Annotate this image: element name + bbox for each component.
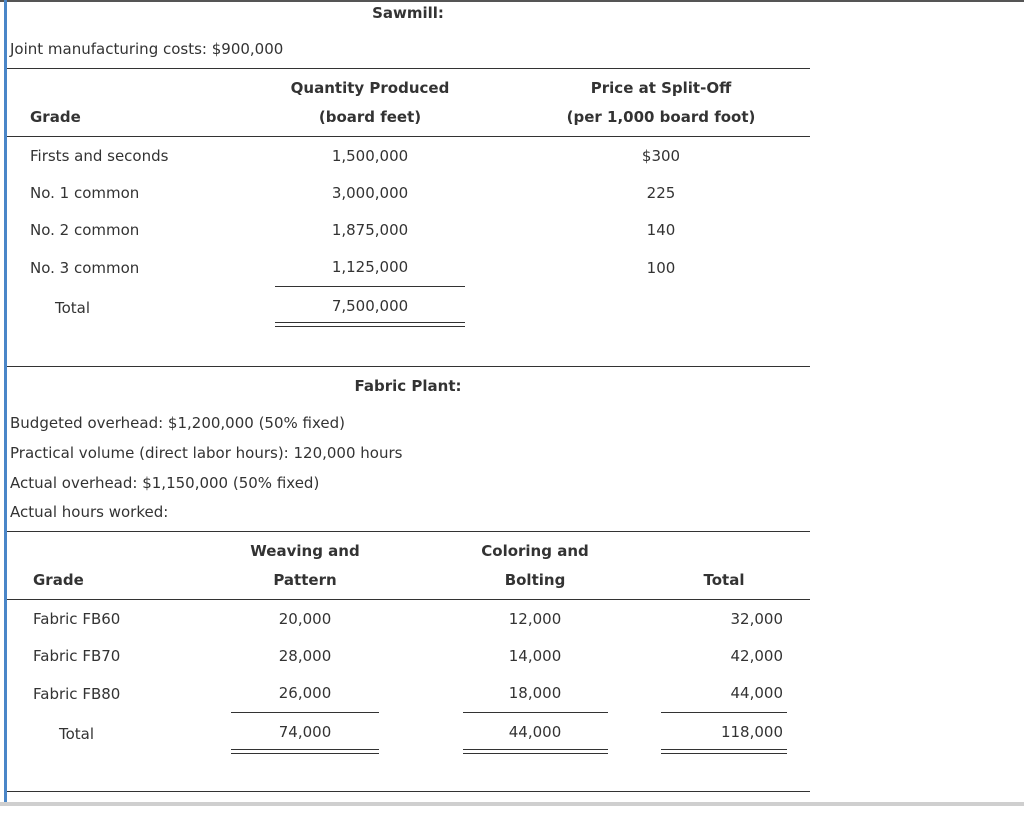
coloring-double-rule-bottom — [463, 753, 608, 754]
price-header-line2: (per 1,000 board foot) — [566, 108, 756, 126]
fabric-row-total: 32,000 — [730, 610, 783, 628]
weaving-double-rule-top — [231, 749, 379, 750]
fabric-row-grade: Fabric FB60 — [33, 610, 121, 628]
fabric-header-top-rule — [7, 531, 810, 532]
section-divider-rule — [7, 366, 810, 367]
fabric-row-weaving: 26,000 — [278, 684, 332, 702]
sawmill-row-grade: No. 3 common — [30, 259, 140, 277]
weaving-header-line1: Weaving and — [250, 542, 360, 560]
actual-hours-text: Actual hours worked: — [10, 503, 169, 521]
coloring-header-line2: Bolting — [504, 571, 566, 589]
sawmill-total-qty: 7,500,000 — [331, 297, 409, 315]
price-header-line1: Price at Split-Off — [590, 79, 732, 97]
sawmill-header-top-rule — [7, 68, 810, 69]
sawmill-row-price: 225 — [646, 184, 676, 202]
fabric-total-coloring: 44,000 — [508, 723, 562, 741]
fabric-total-total: 118,000 — [720, 723, 783, 741]
fabric-row-coloring: 14,000 — [508, 647, 562, 665]
coloring-subtotal-rule — [463, 712, 608, 713]
fabric-grade-header: Grade — [33, 571, 84, 589]
weaving-double-rule-bottom — [231, 753, 379, 754]
weaving-subtotal-rule — [231, 712, 379, 713]
sawmill-header-bottom-rule — [7, 136, 810, 137]
sawmill-row-price: $300 — [641, 147, 681, 165]
total-double-rule-bottom — [661, 753, 787, 754]
sawmill-title: Sawmill: — [372, 4, 444, 22]
budgeted-overhead-text: Budgeted overhead: $1,200,000 (50% fixed) — [10, 414, 346, 432]
sawmill-total-label: Total — [55, 299, 91, 317]
sawmill-subtotal-rule — [275, 286, 465, 287]
sawmill-grade-header: Grade — [30, 108, 81, 126]
coloring-double-rule-top — [463, 749, 608, 750]
fabric-row-coloring: 12,000 — [508, 610, 562, 628]
total-double-rule-top — [661, 749, 787, 750]
fabric-row-grade: Fabric FB80 — [33, 685, 121, 703]
sawmill-row-grade: Firsts and seconds — [30, 147, 169, 165]
practical-volume-text: Practical volume (direct labor hours): 120,000 hours — [10, 444, 403, 462]
fabric-table-bottom-rule — [7, 791, 810, 792]
sawmill-row-qty: 1,875,000 — [331, 221, 409, 239]
sawmill-row-qty: 1,500,000 — [331, 147, 409, 165]
coloring-header-line1: Coloring and — [481, 542, 589, 560]
sawmill-total-double-rule-top — [275, 322, 465, 323]
weaving-header-line2: Pattern — [273, 571, 337, 589]
fabric-row-weaving: 28,000 — [278, 647, 332, 665]
sawmill-row-grade: No. 2 common — [30, 221, 140, 239]
fabric-row-weaving: 20,000 — [278, 610, 332, 628]
fabric-total-header: Total — [703, 571, 745, 589]
sawmill-row-price: 100 — [646, 259, 676, 277]
left-accent-bar — [4, 0, 7, 804]
sawmill-row-grade: No. 1 common — [30, 184, 140, 202]
fabric-row-total: 42,000 — [730, 647, 783, 665]
joint-costs-text: Joint manufacturing costs: $900,000 — [10, 40, 284, 58]
qty-header-line1: Quantity Produced — [290, 79, 450, 97]
sawmill-row-price: 140 — [646, 221, 676, 239]
fabric-row-grade: Fabric FB70 — [33, 647, 121, 665]
qty-header-line2: (board feet) — [318, 108, 422, 126]
sawmill-total-double-rule-bottom — [275, 326, 465, 327]
fabric-total-weaving: 74,000 — [278, 723, 332, 741]
fabric-plant-title: Fabric Plant: — [354, 377, 462, 395]
top-border — [0, 0, 1024, 2]
sawmill-row-qty: 3,000,000 — [331, 184, 409, 202]
sawmill-row-qty: 1,125,000 — [331, 258, 409, 276]
fabric-row-total: 44,000 — [730, 684, 783, 702]
fabric-row-coloring: 18,000 — [508, 684, 562, 702]
bottom-border — [0, 802, 1024, 806]
total-subtotal-rule — [661, 712, 787, 713]
fabric-total-label: Total — [59, 725, 95, 743]
actual-overhead-text: Actual overhead: $1,150,000 (50% fixed) — [10, 474, 320, 492]
fabric-header-bottom-rule — [7, 599, 810, 600]
